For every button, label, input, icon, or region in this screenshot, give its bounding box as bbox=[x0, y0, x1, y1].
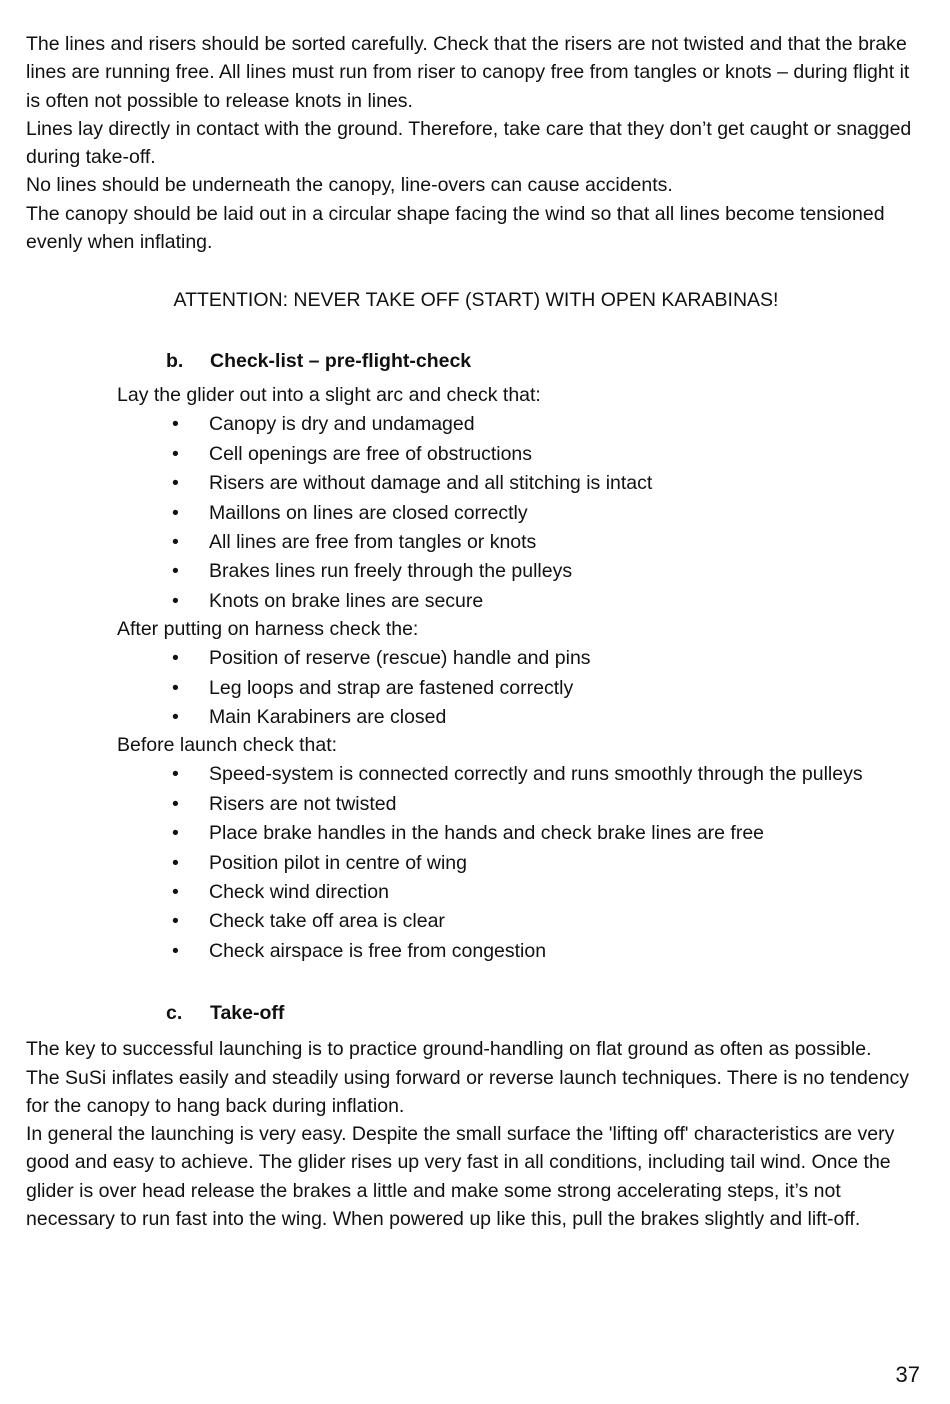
checklist bbox=[26, 410, 926, 616]
bullet-icon: • bbox=[172, 676, 179, 699]
section-letter: c. bbox=[166, 1002, 183, 1025]
list-item-text: Canopy is dry and undamaged bbox=[209, 413, 475, 436]
list-item-text: Risers are not twisted bbox=[209, 792, 397, 815]
bullet-icon: • bbox=[172, 560, 179, 583]
list-item bbox=[26, 790, 926, 819]
bullet-icon: • bbox=[172, 501, 179, 524]
list-item-text: Speed-system is connected correctly and runs smoothly through the pulleys bbox=[209, 763, 863, 786]
checklist-group bbox=[26, 615, 926, 732]
paragraph: Lines lay directly in contact with the ground. Therefore, take care that they don’t get caught or snagged during take-off. bbox=[26, 117, 912, 169]
section-c-heading bbox=[166, 999, 926, 1027]
paragraph: No lines should be underneath the canopy, line-overs can cause accidents. bbox=[26, 174, 673, 197]
checklist-group bbox=[26, 381, 926, 616]
intro-section bbox=[26, 30, 926, 256]
checklist-intro: Before launch check that: bbox=[117, 734, 338, 757]
list-item-text: Risers are without damage and all stitching is intact bbox=[209, 472, 653, 495]
list-item-text: Cell openings are free of obstructions bbox=[209, 442, 533, 465]
list-item bbox=[26, 469, 926, 498]
list-item bbox=[26, 528, 926, 557]
paragraph: The key to successful launching is to practice ground-handling on flat ground as often as possible. bbox=[26, 1038, 872, 1061]
list-item bbox=[26, 703, 926, 732]
list-item bbox=[26, 907, 926, 936]
attention-notice: ATTENTION: NEVER TAKE OFF (START) WITH OPEN KARABINAS! bbox=[173, 289, 779, 312]
list-item bbox=[26, 937, 926, 966]
take-off-section bbox=[26, 1035, 926, 1233]
list-item-text: All lines are free from tangles or knots bbox=[209, 531, 537, 553]
list-item-text: Position pilot in centre of wing bbox=[209, 851, 467, 874]
list-item-text: Knots on brake lines are secure bbox=[209, 589, 484, 612]
list-item-text: Brakes lines run freely through the pulleys bbox=[209, 560, 573, 583]
bullet-icon: • bbox=[172, 413, 179, 436]
checklist bbox=[26, 644, 926, 732]
bullet-icon: • bbox=[172, 531, 179, 553]
bullet-icon: • bbox=[172, 851, 179, 874]
bullet-icon: • bbox=[172, 442, 179, 465]
list-item bbox=[26, 849, 926, 878]
section-title: Check-list – pre-flight-check bbox=[210, 350, 472, 373]
list-item-text: Leg loops and strap are fastened correctly bbox=[209, 676, 574, 699]
bullet-icon: • bbox=[172, 647, 179, 670]
document-page bbox=[26, 30, 926, 1233]
bullet-icon: • bbox=[172, 706, 179, 729]
bullet-icon: • bbox=[172, 792, 179, 815]
list-item-text: Place brake handles in the hands and check brake lines are free bbox=[209, 822, 765, 845]
bullet-icon: • bbox=[172, 589, 179, 612]
list-item bbox=[26, 819, 926, 848]
bullet-icon: • bbox=[172, 910, 179, 933]
list-item bbox=[26, 499, 926, 528]
list-item-text: Check take off area is clear bbox=[209, 910, 445, 933]
checklist-intro: After putting on harness check the: bbox=[117, 618, 419, 641]
section-b-heading bbox=[166, 347, 926, 375]
list-item-text: Check wind direction bbox=[209, 881, 389, 904]
paragraph: The lines and risers should be sorted carefully. Check that the risers are not twisted and that the brake lines are running free. All lines must run from riser to canopy free from tangles or knots – during flight it is often not possible to release knots in lines. bbox=[26, 33, 910, 112]
checklist bbox=[26, 760, 926, 966]
list-item bbox=[26, 644, 926, 673]
bullet-icon: • bbox=[172, 763, 179, 786]
paragraph: The SuSi inflates easily and steadily using forward or reverse launch techniques. There is no tendency for the canopy to hang back during inflation. bbox=[26, 1066, 910, 1117]
list-item bbox=[26, 587, 926, 616]
list-item bbox=[26, 440, 926, 469]
section-letter: b. bbox=[166, 350, 184, 373]
paragraph: In general the launching is very easy. Despite the small surface the 'lifting off' characteristics are very good and easy to achieve. The glider rises up very fast in all conditions, including tail wind. Once the glider is over head release the brakes a little and make some strong accelerating steps, it’s not necessary to run fast into the wing. When powered up like this, pull the brakes slightly and lift-off. bbox=[26, 1123, 895, 1231]
paragraph: The canopy should be laid out in a circular shape facing the wind so that all lines become tensioned evenly when inflating. bbox=[26, 202, 885, 254]
list-item-text: Maillons on lines are closed correctly bbox=[209, 501, 528, 524]
list-item bbox=[26, 410, 926, 439]
bullet-icon: • bbox=[172, 881, 179, 904]
list-item bbox=[26, 760, 926, 789]
list-item-text: Check airspace is free from congestion bbox=[209, 939, 547, 962]
checklist-group bbox=[26, 731, 926, 966]
list-item bbox=[26, 557, 926, 586]
bullet-icon: • bbox=[172, 472, 179, 495]
section-title: Take-off bbox=[210, 1002, 285, 1025]
page-number: 37 bbox=[895, 1362, 920, 1387]
list-item bbox=[26, 878, 926, 907]
list-item bbox=[26, 674, 926, 703]
bullet-icon: • bbox=[172, 939, 179, 962]
list-item-text: Position of reserve (rescue) handle and pins bbox=[209, 647, 591, 670]
checklist-intro: Lay the glider out into a slight arc and check that: bbox=[117, 384, 541, 407]
list-item-text: Main Karabiners are closed bbox=[209, 706, 447, 729]
bullet-icon: • bbox=[172, 822, 179, 845]
